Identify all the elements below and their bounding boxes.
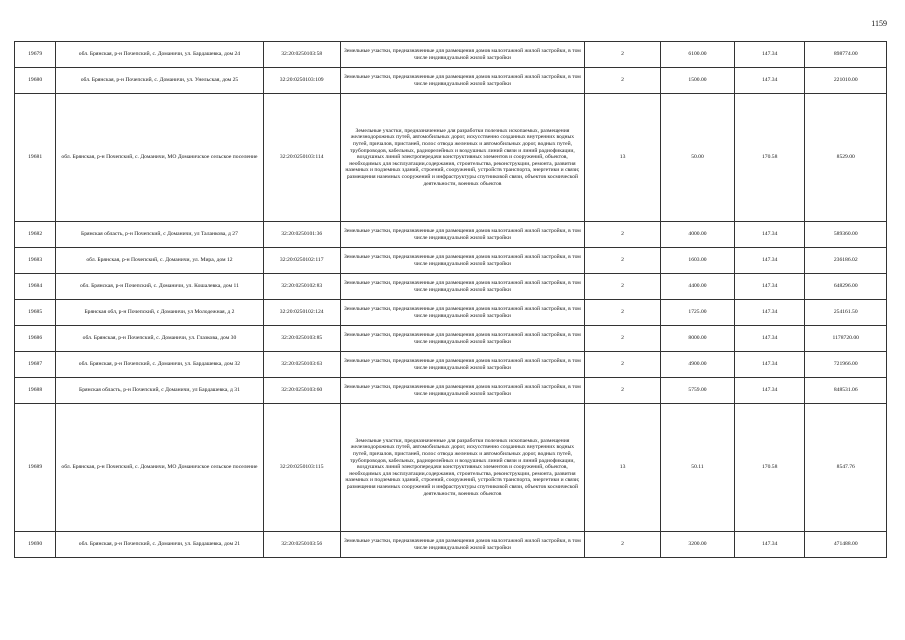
use-group: 13 <box>585 94 661 222</box>
row-number: 19682 <box>15 222 56 248</box>
land-area: 1725.00 <box>661 300 735 326</box>
table-row <box>15 42 887 68</box>
land-area: 3200.00 <box>661 532 735 558</box>
land-use-purpose: Земельные участки, предназначенные для размещения домов малоэтажной жилой застройки, в том числе индивидуальной жилой застройки <box>340 222 584 248</box>
specific-value: 147.34 <box>734 68 805 94</box>
address-cell: обл. Брянская, р-н Почепский, с. Доманичи, ул. Глазкова, дом 30 <box>56 326 263 352</box>
use-group: 13 <box>585 404 661 532</box>
cadastral-number: 32:20:0250102:117 <box>263 248 340 274</box>
use-group: 2 <box>585 68 661 94</box>
address-cell: обл. Брянская, р-н Почепский, с. Доманичи, МО Доманичское сельское поселение <box>56 404 263 532</box>
specific-value: 147.34 <box>734 532 805 558</box>
specific-value: 147.34 <box>734 352 805 378</box>
table-row <box>15 222 887 248</box>
cadastral-number: 32:20:0250102:83 <box>263 274 340 300</box>
table-row <box>15 532 887 558</box>
table-row <box>15 94 887 222</box>
cadastral-value: 8547.76 <box>805 404 887 532</box>
land-area: 6100.00 <box>661 42 735 68</box>
land-area: 50.11 <box>661 404 735 532</box>
cadastral-number: 32:20:0250101:36 <box>263 222 340 248</box>
cadastral-number: 32:20:0250103:85 <box>263 326 340 352</box>
land-area: 4000.00 <box>661 222 735 248</box>
specific-value: 147.34 <box>734 378 805 404</box>
land-area: 50.00 <box>661 94 735 222</box>
cadastral-value: 236186.02 <box>805 248 887 274</box>
use-group: 2 <box>585 378 661 404</box>
specific-value: 170.58 <box>734 94 805 222</box>
land-area: 8000.00 <box>661 326 735 352</box>
specific-value: 147.34 <box>734 274 805 300</box>
cadastral-number: 32:20:0250103:56 <box>263 532 340 558</box>
address-cell: обл. Брянская, р-н Почепский, с. Доманичи, ул. Бардашевка, дом 32 <box>56 352 263 378</box>
land-use-purpose: Земельные участки, предназначенные для размещения домов малоэтажной жилой застройки, в том числе индивидуальной жилой застройки <box>340 378 584 404</box>
cadastral-number: 32:20:0250103:115 <box>263 404 340 532</box>
address-cell: обл. Брянская, р-н Почепский, с. Доманичи, ул. Кошалевка, дом 11 <box>56 274 263 300</box>
land-use-purpose: Земельные участки, предназначенные для размещения домов малоэтажной жилой застройки, в том числе индивидуальной жилой застройки <box>340 68 584 94</box>
page-number: 1159 <box>871 19 887 28</box>
land-area: 4900.00 <box>661 352 735 378</box>
land-area: 1603.00 <box>661 248 735 274</box>
use-group: 2 <box>585 42 661 68</box>
address-cell: обл. Брянская, р-н Почепский, с. Доманичи, ул. Бардашевка, дом 21 <box>56 532 263 558</box>
land-area: 5759.00 <box>661 378 735 404</box>
table-row <box>15 352 887 378</box>
cadastral-value: 254161.50 <box>805 300 887 326</box>
address-cell: Брянская обл, р-н Почепский, с Доманичи, ул Молодежная, д 2 <box>56 300 263 326</box>
use-group: 2 <box>585 300 661 326</box>
cadastral-value: 589360.00 <box>805 222 887 248</box>
address-cell: обл. Брянская, р-н Почепский, с. Доманичи, ул. Мира, дом 12 <box>56 248 263 274</box>
cadastral-number: 32:20:0250103:63 <box>263 352 340 378</box>
table-row <box>15 248 887 274</box>
table-row <box>15 404 887 532</box>
cadastral-number: 32:20:0250102:124 <box>263 300 340 326</box>
cadastral-value: 1178720.00 <box>805 326 887 352</box>
address-cell: обл. Брянская, р-н Почепский, с. Доманичи, ул. Бардашевка, дом 24 <box>56 42 263 68</box>
cadastral-number: 32:20:0250103:58 <box>263 42 340 68</box>
specific-value: 147.34 <box>734 326 805 352</box>
address-cell: обл. Брянская, р-н Почепский, с. Доманичи, ул. Унельская, дом 25 <box>56 68 263 94</box>
row-number: 19685 <box>15 300 56 326</box>
row-number: 19689 <box>15 404 56 532</box>
cadastral-value: 221010.00 <box>805 68 887 94</box>
cadastral-value: 898774.00 <box>805 42 887 68</box>
cadastral-number: 32:20:0250103:109 <box>263 68 340 94</box>
specific-value: 147.34 <box>734 42 805 68</box>
land-use-purpose: Земельные участки, предназначенные для размещения домов малоэтажной жилой застройки, в том числе индивидуальной жилой застройки <box>340 42 584 68</box>
row-number: 19679 <box>15 42 56 68</box>
land-use-purpose: Земельные участки, предназначенные для разработки полезных ископаемых, размещения железнодорожных путей, автомобильных дорог, искусственно созданных внутренних водных путей, причалов, пристаней, полос отвода железных и автомобильных дорог, водных путей, трубопроводов, кабельных, радиорелейных и воздушных линий связи и линий радиофикации, воздушных линий электропередачи конструктивных элементов и сооружений, объектов, необходимых для эксплуатации,содержания, строительства, реконструкции, ремонта, развития наземных и подземных зданий, строений, сооружений, устройств транспорта, энергетики и связи; размещения наземных сооружений и инфраструктуры спутниковой связи, объектов космической деятельности, военных объектов <box>340 94 584 222</box>
table-row <box>15 300 887 326</box>
row-number: 19683 <box>15 248 56 274</box>
cadastral-value: 721966.00 <box>805 352 887 378</box>
specific-value: 147.34 <box>734 300 805 326</box>
address-cell: обл. Брянская, р-н Почепский, с. Доманичи, МО Доманичское сельское поселение <box>56 94 263 222</box>
cadastral-value: 848531.06 <box>805 378 887 404</box>
row-number: 19687 <box>15 352 56 378</box>
table-row <box>15 326 887 352</box>
address-cell: Брянская область, р-н Почепский, с Доманичи, ул Таланкова, д 27 <box>56 222 263 248</box>
use-group: 2 <box>585 274 661 300</box>
table-row <box>15 378 887 404</box>
use-group: 2 <box>585 326 661 352</box>
use-group: 2 <box>585 222 661 248</box>
land-use-purpose: Земельные участки, предназначенные для размещения домов малоэтажной жилой застройки, в том числе индивидуальной жилой застройки <box>340 300 584 326</box>
land-use-purpose: Земельные участки, предназначенные для размещения домов малоэтажной жилой застройки, в том числе индивидуальной жилой застройки <box>340 352 584 378</box>
land-use-purpose: Земельные участки, предназначенные для размещения домов малоэтажной жилой застройки, в том числе индивидуальной жилой застройки <box>340 326 584 352</box>
use-group: 2 <box>585 248 661 274</box>
row-number: 19684 <box>15 274 56 300</box>
row-number: 19690 <box>15 532 56 558</box>
table-row <box>15 68 887 94</box>
land-use-purpose: Земельные участки, предназначенные для размещения домов малоэтажной жилой застройки, в том числе индивидуальной жилой застройки <box>340 248 584 274</box>
use-group: 2 <box>585 532 661 558</box>
cadastral-value-table <box>14 41 887 558</box>
land-use-purpose: Земельные участки, предназначенные для размещения домов малоэтажной жилой застройки, в том числе индивидуальной жилой застройки <box>340 532 584 558</box>
row-number: 19680 <box>15 68 56 94</box>
use-group: 2 <box>585 352 661 378</box>
land-use-purpose: Земельные участки, предназначенные для размещения домов малоэтажной жилой застройки, в том числе индивидуальной жилой застройки <box>340 274 584 300</box>
row-number: 19686 <box>15 326 56 352</box>
cadastral-number: 32:20:0250103:114 <box>263 94 340 222</box>
row-number: 19688 <box>15 378 56 404</box>
cadastral-value: 471488.00 <box>805 532 887 558</box>
specific-value: 147.34 <box>734 248 805 274</box>
table-row <box>15 274 887 300</box>
table-body <box>15 42 887 558</box>
land-area: 1500.00 <box>661 68 735 94</box>
cadastral-value: 648296.00 <box>805 274 887 300</box>
row-number: 19681 <box>15 94 56 222</box>
cadastral-value: 8529.00 <box>805 94 887 222</box>
specific-value: 170.58 <box>734 404 805 532</box>
land-use-purpose: Земельные участки, предназначенные для разработки полезных ископаемых, размещения железнодорожных путей, автомобильных дорог, искусственно созданных внутренних водных путей, причалов, пристаней, полос отвода железных и автомобильных дорог, водных путей, трубопроводов, кабельных, радиорелейных и воздушных линий связи и линий радиофикации, воздушных линий электропередачи конструктивных элементов и сооружений, объектов, необходимых для эксплуатации,содержания, строительства, реконструкции, ремонта, развития наземных и подземных зданий, строений, сооружений, устройств транспорта, энергетики и связи; размещения наземных сооружений и инфраструктуры спутниковой связи, объектов космической деятельности, военных объектов <box>340 404 584 532</box>
cadastral-number: 32:20:0250103:60 <box>263 378 340 404</box>
address-cell: Брянская область, р-н Почепский, с Доманичи, ул Бардашевка, д 31 <box>56 378 263 404</box>
land-area: 4400.00 <box>661 274 735 300</box>
specific-value: 147.34 <box>734 222 805 248</box>
